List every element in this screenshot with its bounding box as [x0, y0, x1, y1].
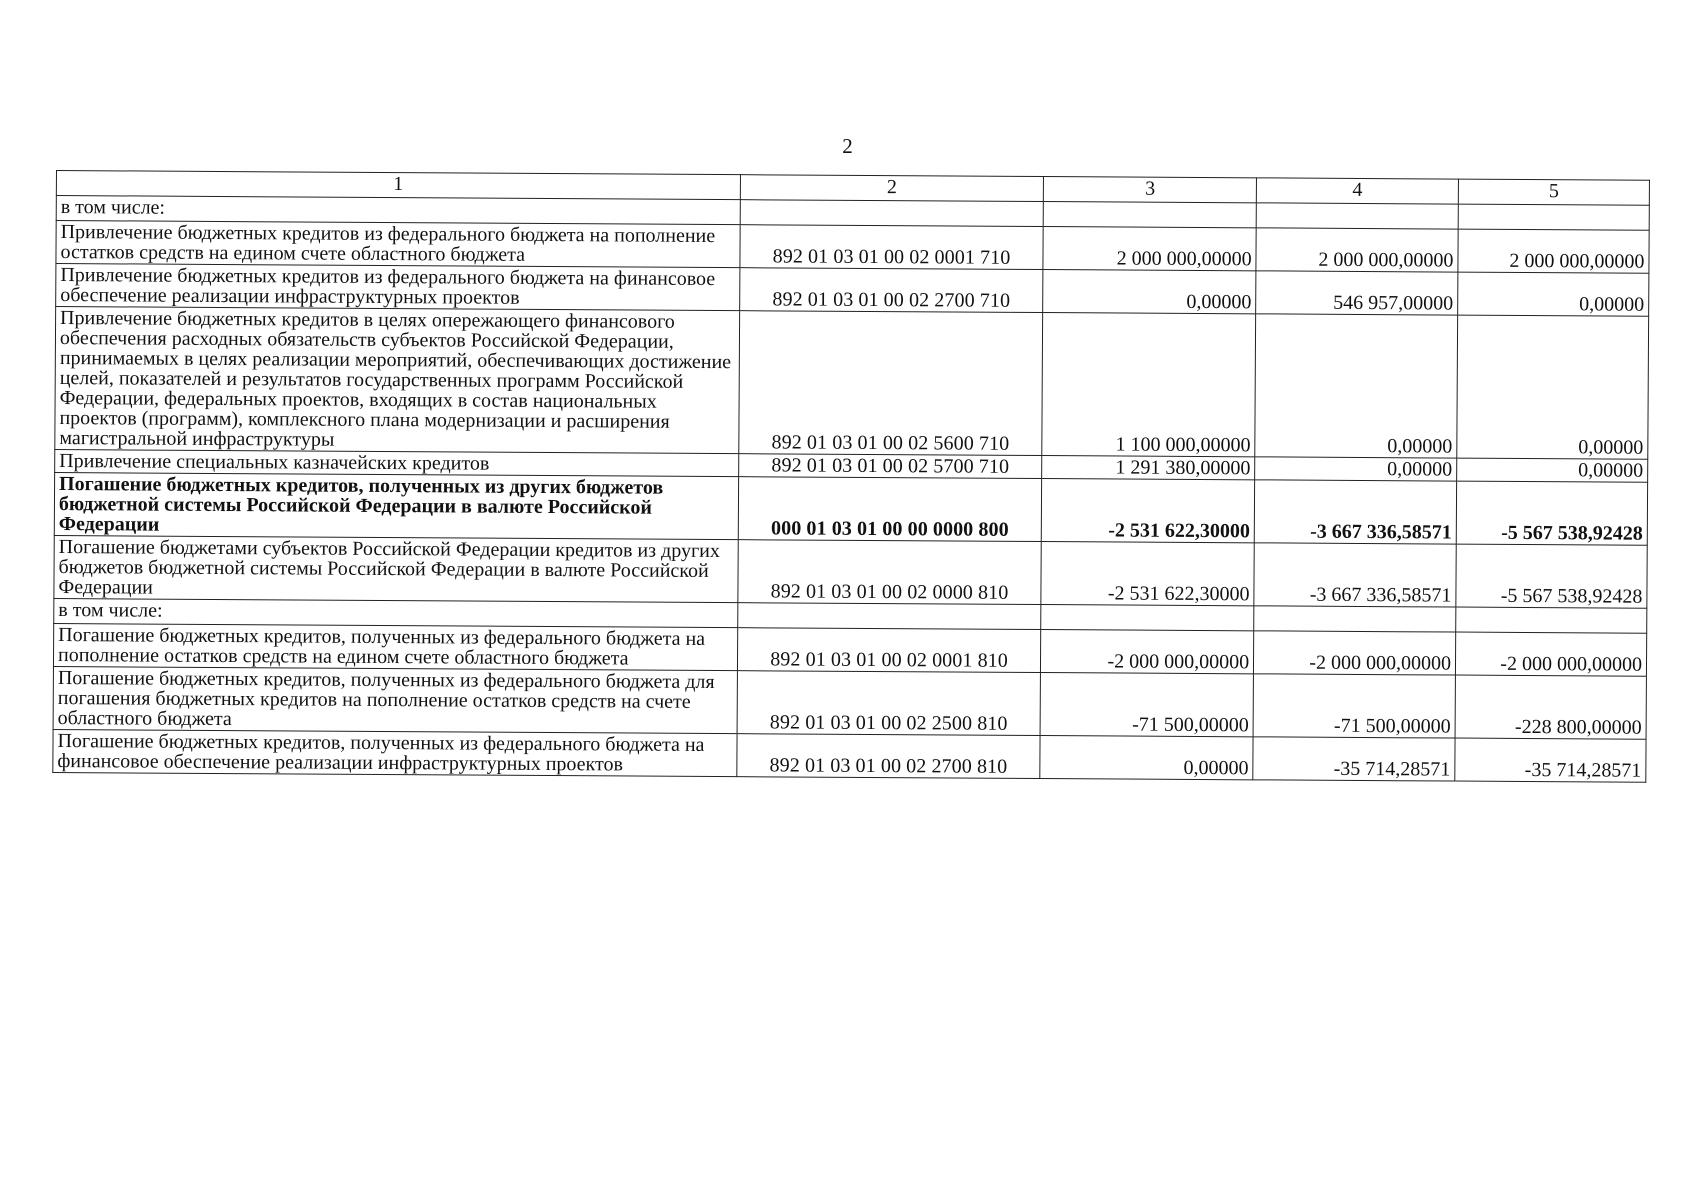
column-header: 1 — [56, 171, 740, 200]
row-value-cell-4: -35 714,28571 — [1253, 737, 1455, 781]
row-value-cell-3: 1 100 000,00000 — [1042, 313, 1256, 457]
row-value-cell-3: -2 531 622,30000 — [1042, 479, 1255, 543]
row-value-cell-3: -2 531 622,30000 — [1041, 542, 1254, 606]
row-value-cell-5: -2 000 000,00000 — [1455, 632, 1646, 676]
row-value-cell-3: -2 000 000,00000 — [1041, 630, 1254, 674]
page-number: 2 — [842, 134, 853, 158]
row-code-cell: 892 01 03 01 00 02 2700 810 — [736, 734, 1040, 779]
table-body — [53, 171, 1650, 783]
row-name-cell: Погашение бюджетных кредитов, полученных из других бюджетов бюджетной системы Российской Федерации в валюте Российской Федерации — [54, 472, 738, 539]
row-value-cell-4: 0,00000 — [1255, 457, 1457, 481]
row-code-cell: 892 01 03 01 00 02 5700 710 — [738, 454, 1042, 479]
column-header: 4 — [1256, 178, 1458, 204]
row-value-cell-3 — [1041, 605, 1254, 631]
row-code-cell: 892 01 03 01 00 02 2500 810 — [737, 671, 1041, 736]
summary-row — [54, 472, 1647, 545]
row-name-cell: в том числе: — [56, 196, 740, 225]
row-value-cell-5: 0,00000 — [1458, 272, 1649, 316]
row-value-cell-4 — [1256, 203, 1458, 229]
row-value-cell-3: 2 000 000,00000 — [1043, 227, 1256, 271]
column-header: 5 — [1458, 179, 1649, 205]
row-name-cell: Привлечение бюджетных кредитов в целях опережающего финансового обеспечения расходных обязательств субъектов Российской Федерации, принимаемых в целях реализации мероприятий, обеспечивающих достижение целей, показателей и результатов государственных программ Российской Федерации, федеральных проектов, входящих в состав национальных проектов (программ), комплексного плана модернизации и расширения магистральной инфраструктуры — [55, 307, 740, 454]
row-value-cell-4: 0,00000 — [1255, 314, 1458, 458]
row-value-cell-4: -2 000 000,00000 — [1254, 631, 1456, 675]
row-code-cell: 892 01 03 01 00 02 2700 710 — [739, 268, 1043, 313]
row-name-cell: Погашение бюджетных кредитов, полученных из федерального бюджета на финансовое обеспечение реализации инфраструктурных проектов — [53, 729, 737, 776]
row-value-cell-5: 0,00000 — [1457, 315, 1649, 459]
column-header: 2 — [740, 175, 1044, 202]
table-row — [53, 666, 1646, 739]
row-value-cell-5: -228 800,00000 — [1455, 675, 1646, 739]
budget-table — [52, 170, 1650, 783]
budget-table-wrapper — [52, 170, 1650, 783]
row-value-cell-5: 2 000 000,00000 — [1458, 229, 1649, 273]
row-name-cell: в том числе: — [54, 598, 738, 627]
table-row — [54, 535, 1647, 608]
row-code-cell: 000 01 03 01 00 00 0000 800 — [738, 477, 1042, 542]
row-value-cell-5 — [1456, 607, 1647, 633]
row-value-cell-3: 0,00000 — [1040, 736, 1253, 780]
row-name-cell: Погашение бюджетами субъектов Российской Федерации кредитов из других бюджетов бюджетной системы Российской Федерации в валюте Российской Федерации — [54, 535, 738, 602]
row-name-cell: Привлечение бюджетных кредитов из федерального бюджета на пополнение остатков средств на едином счете областного бюджета — [56, 221, 740, 268]
row-name-cell: Привлечение специальных казначейских кредитов — [55, 449, 739, 476]
row-name-cell: Погашение бюджетных кредитов, полученных из федерального бюджета на пополнение остатков средств на едином счете областного бюджета — [53, 623, 737, 670]
row-code-cell — [737, 603, 1041, 630]
row-code-cell: 892 01 03 01 00 02 0000 810 — [738, 540, 1042, 605]
row-value-cell-4: 546 957,00000 — [1256, 271, 1458, 315]
row-value-cell-5: -5 567 538,92428 — [1456, 544, 1647, 608]
row-value-cell-3 — [1044, 202, 1257, 228]
row-code-cell: 892 01 03 01 00 02 0001 710 — [740, 225, 1044, 270]
row-value-cell-3: 0,00000 — [1043, 270, 1256, 314]
column-header: 3 — [1044, 177, 1257, 203]
row-code-cell: 892 01 03 01 00 02 0001 810 — [737, 628, 1041, 673]
row-value-cell-4: -3 667 336,58571 — [1254, 480, 1456, 544]
row-name-cell: Погашение бюджетных кредитов, полученных из федерального бюджета для погашения бюджетных кредитов на пополнение остатков средств на счете областного бюджета — [53, 666, 737, 733]
row-code-cell — [740, 200, 1044, 227]
row-value-cell-4: -71 500,00000 — [1253, 674, 1455, 738]
row-value-cell-5: -35 714,28571 — [1455, 738, 1646, 782]
row-value-cell-4: 2 000 000,00000 — [1256, 228, 1458, 272]
row-value-cell-5: -5 567 538,92428 — [1456, 481, 1647, 545]
row-value-cell-4 — [1254, 606, 1456, 632]
row-name-cell: Привлечение бюджетных кредитов из федерального бюджета на финансовое обеспечение реализации инфраструктурных проектов — [56, 264, 740, 311]
row-code-cell: 892 01 03 01 00 02 5600 710 — [738, 311, 1043, 456]
table-row — [53, 729, 1646, 782]
row-value-cell-4: -3 667 336,58571 — [1254, 543, 1456, 607]
table-row — [55, 307, 1649, 460]
row-value-cell-3: -71 500,00000 — [1041, 673, 1254, 737]
row-value-cell-5: 0,00000 — [1457, 458, 1648, 482]
row-value-cell-3: 1 291 380,00000 — [1042, 456, 1255, 480]
row-value-cell-5 — [1458, 204, 1649, 230]
